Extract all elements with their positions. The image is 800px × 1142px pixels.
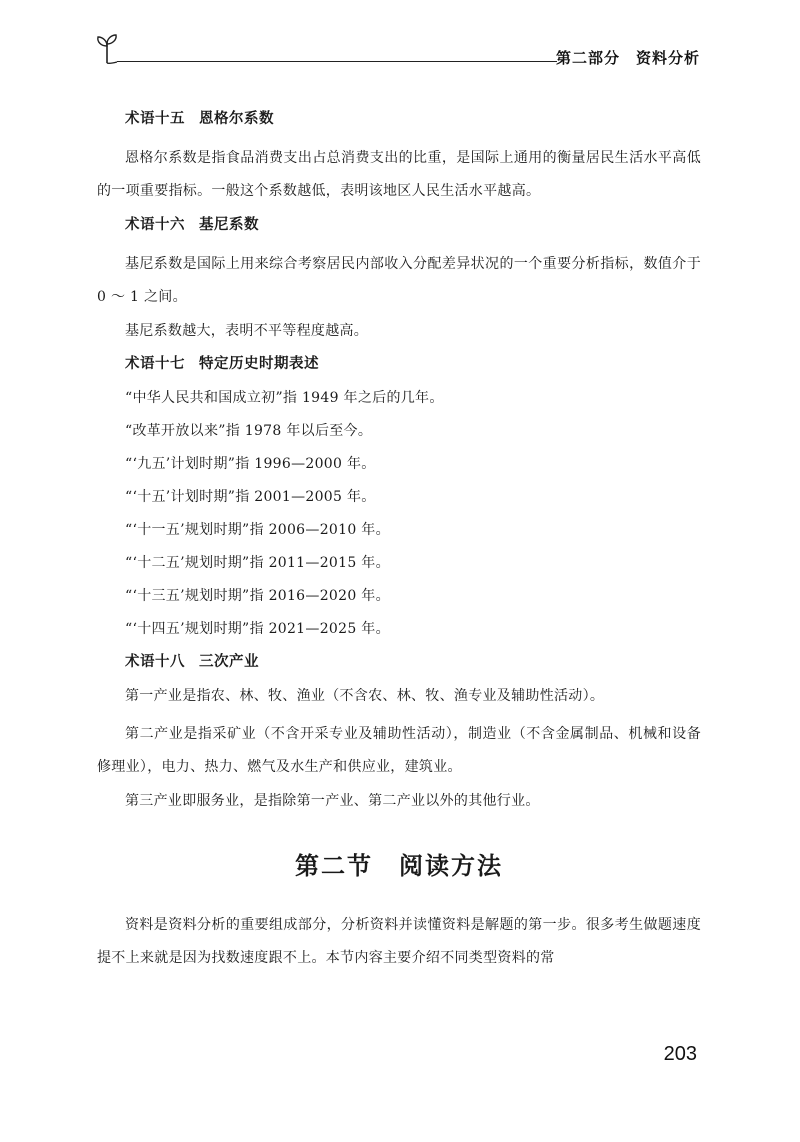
- list-item: “中华人民共和国成立初”指 1949 年之后的几年。: [125, 390, 444, 406]
- section-title-text: 阅读方法: [399, 852, 503, 880]
- paragraph: 资料是资料分析的重要组成部分，分析资料并读懂资料是解题的第一步。很多考生做题速度提不上来就是因为找数速度跟不上。本节内容主要介绍不同类型资料的常: [97, 917, 701, 966]
- paragraph: 第一产业是指农、林、牧、渔业（不含农、林、牧、渔专业及辅助性活动）。: [125, 688, 605, 704]
- list-item: “‘九五’计划时期”指 1996—2000 年。: [125, 456, 376, 472]
- section-heading: [97, 846, 701, 881]
- page-body: [97, 108, 701, 981]
- term-number: 术语十六: [125, 217, 185, 233]
- header-rule: [117, 61, 557, 62]
- paragraph: 第三产业即服务业，是指除第一产业、第二产业以外的其他行业。: [125, 793, 540, 809]
- term-heading: [125, 651, 701, 673]
- list-item: “‘十四五’规划时期”指 2021—2025 年。: [125, 621, 390, 637]
- term-number: 术语十八: [125, 654, 185, 670]
- term-name: 基尼系数: [199, 217, 259, 233]
- term-heading: [125, 353, 701, 375]
- paragraph: 基尼系数越大，表明不平等程度越高。: [125, 323, 369, 339]
- term-name: 特定历史时期表述: [199, 356, 319, 372]
- running-header: [95, 30, 700, 70]
- term-number: 术语十七: [125, 356, 185, 372]
- term-number: 术语十五: [125, 111, 185, 127]
- list-item: “‘十五’计划时期”指 2001—2005 年。: [125, 489, 376, 505]
- list-item: “‘十三五’规划时期”指 2016—2020 年。: [125, 588, 390, 604]
- list-item: “改革开放以来”指 1978 年以后至今。: [125, 423, 373, 439]
- section-number: 第二节: [295, 852, 373, 880]
- term-name: 恩格尔系数: [199, 111, 274, 127]
- page-number: 203: [663, 1043, 697, 1065]
- paragraph: 第二产业是指采矿业（不含开采专业及辅助性活动），制造业（不含金属制品、机械和设备修理业），电力、热力、燃气及水生产和供应业，建筑业。: [97, 726, 701, 775]
- paragraph: 恩格尔系数是指食品消费支出占总消费支出的比重，是国际上通用的衡量居民生活水平高低的一项重要指标。一般这个系数越低，表明该地区人民生活水平越高。: [97, 150, 701, 199]
- list-item: “‘十二五’规划时期”指 2011—2015 年。: [125, 555, 390, 571]
- term-heading: [125, 214, 701, 236]
- term-heading: [125, 108, 701, 130]
- paragraph: 基尼系数是国际上用来综合考察居民内部收入分配差异状况的一个重要分析指标，数值介于 0 ～ 1 之间。: [97, 256, 701, 305]
- term-name: 三次产业: [199, 654, 259, 670]
- section-label: 第二部分 资料分析: [555, 49, 700, 67]
- list-item: “‘十一五’规划时期”指 2006—2010 年。: [125, 522, 390, 538]
